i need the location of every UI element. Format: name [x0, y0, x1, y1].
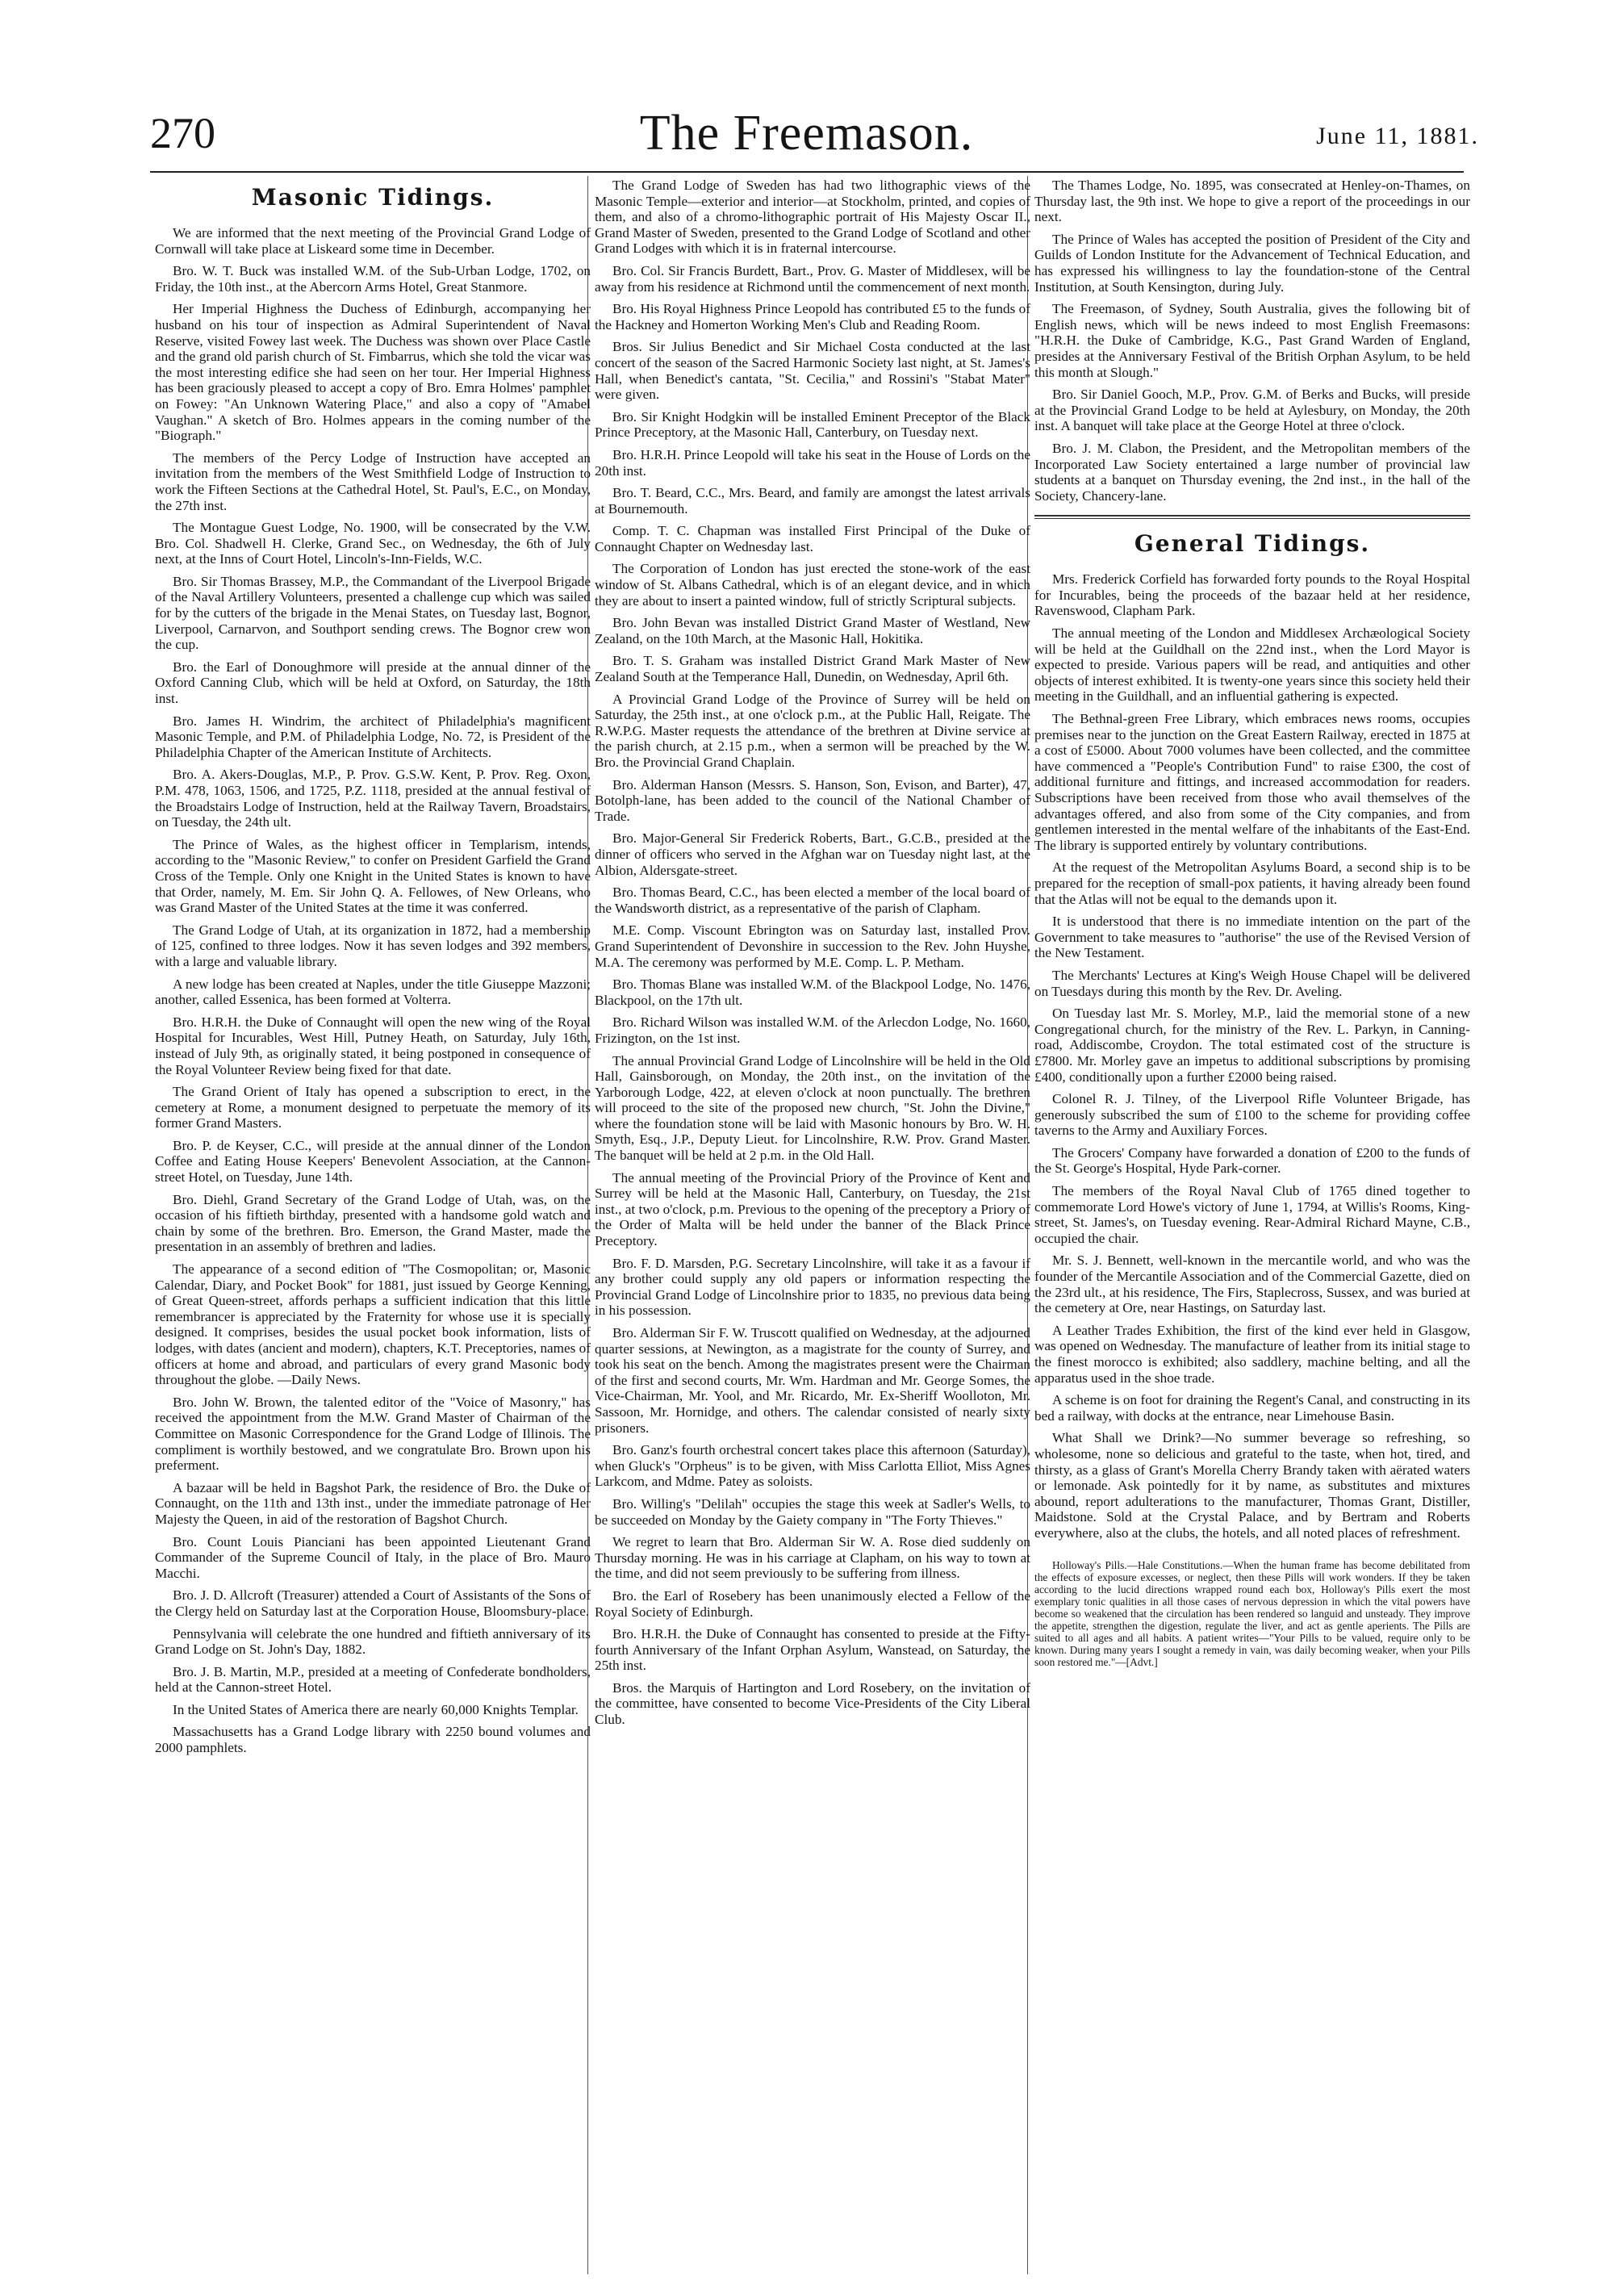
- article-paragraph: The Bethnal-green Free Library, which embraces news rooms, occupies premises near to the junction on the Great Eastern Railway, erected in 1875 at a cost of £5000. About 7000 volumes have been collected, and the committee have commenced a "People's Contribution Fund" to raise £300, the cost of additional furniture and fittings, and increased accommodation for readers. Subscriptions have been received from those who avail themselves of the advantages offered, and also from some of the City companies, and from gentlemen interested in the mental welfare of the inhabitants of the East-End. The library is supported entirely by voluntary contributions.: [1034, 711, 1470, 853]
- article-paragraph: Bro. P. de Keyser, C.C., will preside at the annual dinner of the London Coffee and Eating House Keepers' Benevolent Association, at the Cannon-street Hotel, on Tuesday, June 14th.: [155, 1137, 591, 1186]
- article-paragraph: What Shall we Drink?—No summer beverage so refreshing, so wholesome, none so delicious and grateful to the taste, when hot, tired, and thirsty, as a glass of Grant's Morella Cherry Brandy taken with aërated waters or lemonade. Ask pointedly for it by name, as substitutes and mixtures abound, report adulterations to the manufacturer, Thomas Grant, Distiller, Maidstone. Sold at the Crystal Palace, and by Bertram and Roberts everywhere, also at the clubs, the hotels, and all noted places of refreshment.: [1034, 1430, 1470, 1541]
- article-paragraph: The annual meeting of the London and Middlesex Archæological Society will be held at the Guildhall on the 22nd inst., when the Lord Mayor is expected to preside. Various papers will be read, and antiquities and other objects of interest exhibited. It is twenty-one years since this society held their meeting in the Guildhall, and an influential gathering is expected.: [1034, 625, 1470, 705]
- article-paragraph: The Grand Orient of Italy has opened a subscription to erect, in the cemetery at Rome, a monument designed to perpetuate the memory of its former Grand Masters.: [155, 1084, 591, 1131]
- article-paragraph: Bro. J. D. Allcroft (Treasurer) attended a Court of Assistants of the Sons of the Clergy held on Saturday last at the Corporation House, Bloomsbury-place.: [155, 1587, 591, 1619]
- article-paragraph: Bro. T. S. Graham was installed District Grand Mark Master of New Zealand South at the Temperance Hall, Dunedin, on Wednesday, April 6th.: [595, 653, 1030, 685]
- article-paragraph: At the request of the Metropolitan Asylums Board, a second ship is to be prepared for the reception of small-pox patients, it having already been found that the Atlas will not be equal to the demands upon it.: [1034, 859, 1470, 907]
- article-paragraph: The Corporation of London has just erected the stone-work of the east window of St. Albans Cathedral, which is of an elegant device, and in which they are about to insert a painted window, full of strictly Scriptural subjects.: [595, 561, 1030, 609]
- article-paragraph: Bro. A. Akers-Douglas, M.P., P. Prov. G.S.W. Kent, P. Prov. Reg. Oxon, P.M. 478, 1063, 1506, and 1725, P.Z. 1118, presided at the annual festival of the Broadstairs Lodge of Instruction, held at the Railway Tavern, Broadstairs, on Tuesday, the 24th ult.: [155, 767, 591, 830]
- article-paragraph: The Freemason, of Sydney, South Australia, gives the following bit of English news, which will be news indeed to most English Freemasons: "H.R.H. the Duke of Cambridge, K.G., Past Grand Warden of England, presides at the Anniversary Festival of the British Orphan Asylum, to be held this month at Slough.": [1034, 301, 1470, 380]
- article-paragraph: Bro. H.R.H. the Duke of Connaught will open the new wing of the Royal Hospital for Incurables, West Hill, Putney Heath, on Saturday, July 16th, instead of July 9th, as originally stated, it being postponed in consequence of the Royal Volunteer Review being fixed for that date.: [155, 1014, 591, 1077]
- article-paragraph: The annual meeting of the Provincial Priory of the Province of Kent and Surrey will be held at the Masonic Hall, Canterbury, on Tuesday, the 21st inst., at two o'clock, p.m. Previous to the opening of the preceptory a Priory of the Order of Malta will be held under the banner of the Black Prince Preceptory.: [595, 1169, 1030, 1249]
- issue-date: June 11, 1881.: [1316, 123, 1479, 149]
- section-rule: [1034, 515, 1470, 516]
- article-paragraph: Bro. His Royal Highness Prince Leopold has contributed £5 to the funds of the Hackney and Homerton Working Men's Club and Reading Room.: [595, 301, 1030, 332]
- article-paragraph: Bro. F. D. Marsden, P.G. Secretary Lincolnshire, will take it as a favour if any brother could supply any old papers or information respecting the Provincial Grand Lodge of Lincolnshire prior to 1835, no previous data being in his possession.: [595, 1255, 1030, 1319]
- article-paragraph: The Grand Lodge of Sweden has had two lithographic views of the Masonic Temple—exterior and interior—at Stockholm, printed, and copies of them, and also of a chromo-lithographic portrait of His Majesty Oscar II., Grand Master of Sweden, presented to the Grand Lodge of Scotland and other Grand Lodges with which it is in fraternal intercourse.: [595, 178, 1030, 257]
- article-paragraph: Mrs. Frederick Corfield has forwarded forty pounds to the Royal Hospital for Incurables, being the proceeds of the bazaar held at her residence, Ravenswood, Clapham Park.: [1034, 571, 1470, 619]
- article-paragraph: Bro. Ganz's fourth orchestral concert takes place this afternoon (Saturday), when Gluck's "Orpheus" is to be given, with Miss Carlotta Elliot, Miss Agnes Larkcom, and Mdme. Patey as soloists.: [595, 1442, 1030, 1490]
- article-paragraph: We are informed that the next meeting of the Provincial Grand Lodge of Cornwall will take place at Liskeard some time in December.: [155, 225, 591, 257]
- article-paragraph: The members of the Percy Lodge of Instruction have accepted an invitation from the members of the West Smithfield Lodge of Instruction to work the Fifteen Sections at the Cathedral Hotel, St. Paul's, E.C., on Monday, the 27th inst.: [155, 450, 591, 513]
- article-paragraph: Bro. T. Beard, C.C., Mrs. Beard, and family are amongst the latest arrivals at Bournemouth.: [595, 485, 1030, 516]
- article-paragraph: The annual Provincial Grand Lodge of Lincolnshire will be held in the Old Hall, Gainsborough, on Monday, the 20th inst., on the invitation of the Yarborough Lodge, 422, at eleven o'clock at noon punctually. The brethren will proceed to the site of the proposed new church, "St. John the Divine," where the foundation stone will be laid with Masonic honours by Bro. W. H. Smyth, Esq., J.P., Deputy Lieut. for Lincolnshire, R.W. Prov. Grand Master. The banquet will be held at 2 p.m. in the Old Hall.: [595, 1052, 1030, 1164]
- article-paragraph: In the United States of America there are nearly 60,000 Knights Templar.: [173, 1701, 579, 1717]
- column-2: [595, 178, 1030, 1734]
- article-paragraph: Bro. James H. Windrim, the architect of Philadelphia's magnificent Masonic Temple, and P.M. of Philadelphia Lodge, No. 72, is President of the Philadelphia Chapter of the American Institute of Architects.: [155, 713, 591, 760]
- article-paragraph: The appearance of a second edition of "The Cosmopolitan; or, Masonic Calendar, Diary, and Pocket Book" for 1881, just issued by George Kenning, of Great Queen-street, affords perhaps a sufficient indication that this little remembrancer is appreciated by the Fraternity for whose use it is specially designed. It comprises, besides the usual pocket book information, lists of lodges, with dates (ancient and modern), chapters, K.T. Preceptories, names of officers at home and abroad, and particulars of every grand Masonic body throughout the globe. —Daily News.: [155, 1261, 591, 1388]
- article-paragraph: Bro. Richard Wilson was installed W.M. of the Arlecdon Lodge, No. 1660, Frizington, on the 1st inst.: [595, 1014, 1030, 1046]
- article-paragraph: Bro. H.R.H. the Duke of Connaught has consented to preside at the Fifty-fourth Anniversary of the Infant Orphan Asylum, Wanstead, on Saturday, the 25th inst.: [595, 1626, 1030, 1674]
- article-paragraph: Bro. John Bevan was installed District Grand Master of Westland, New Zealand, on the 10th March, at the Masonic Hall, Hokitika.: [595, 615, 1030, 646]
- article-paragraph: Bro. Thomas Blane was installed W.M. of the Blackpool Lodge, No. 1476, Blackpool, on the 17th ult.: [595, 977, 1030, 1008]
- masthead-rule: [150, 171, 1464, 173]
- article-paragraph: A bazaar will be held in Bagshot Park, the residence of Bro. the Duke of Connaught, on the 11th and 13th inst., under the immediate patronage of Her Majesty the Queen, in aid of the restoration of Bagshot Church.: [155, 1479, 591, 1527]
- article-paragraph: Her Imperial Highness the Duchess of Edinburgh, accompanying her husband on his tour of inspection as Admiral Superintendent of Naval Reserve, visited Fowey last week. The Duchess was shown over Place Castle and the grand old parish church of St. Fimbarrus, which she told the vicar was the most interesting edifice she had seen on her tour. Her Imperial Highness has been graciously pleased to accept a copy of Bro. Emra Holmes' pamphlet on Fowey: "An Unknown Watering Place," and also a copy of "Amabel Vaughan." A sketch of Bro. Holmes appears in the coming number of the "Biograph.": [155, 301, 591, 444]
- paper-title: The Freemason.: [639, 106, 974, 161]
- article-paragraph: Bro. the Earl of Donoughmore will preside at the annual dinner of the Oxford Canning Club, which will be held at Oxford, on Saturday, the 18th inst.: [155, 659, 591, 707]
- article-paragraph: The Prince of Wales has accepted the position of President of the City and Guilds of London Institute for the Advancement of Technical Education, and has expressed his willingness to lay the foundation-stone of the Central Institution, at South Kensington, during July.: [1034, 231, 1470, 295]
- article-paragraph: Pennsylvania will celebrate the one hundred and fiftieth anniversary of its Grand Lodge on St. John's Day, 1882.: [155, 1625, 591, 1658]
- article-paragraph: We regret to learn that Bro. Alderman Sir W. A. Rose died suddenly on Thursday morning. He was in his carriage at Clapham, on his way to town at the time, and did not seem previously to be suffering from illness.: [595, 1534, 1030, 1582]
- article-paragraph: Bro. Count Louis Pianciani has been appointed Lieutenant Grand Commander of the Supreme Council of Italy, in the place of Bro. Mauro Macchi.: [155, 1533, 591, 1581]
- article-paragraph: Massachusetts has a Grand Lodge library with 2250 bound volumes and 2000 pamphlets.: [155, 1724, 591, 1756]
- article-paragraph: Bro. Alderman Sir F. W. Truscott qualified on Wednesday, at the adjourned quarter sessions, at Newington, as a magistrate for the county of Surrey, and took his seat on the bench. Among the magistrates present were the Chairman of the first and second courts, Mr. Wm. Hardman and Mr. George Somes, the Vice-Chairman, Mr. Yool, and Mr. Ricardo, Mr. Ex-Sheriff Woolloton, Mr. Sassoon, Mr. Hornidge, and others. The calendar consisted of nearly sixty prisoners.: [595, 1325, 1030, 1436]
- article-paragraph: A scheme is on foot for draining the Regent's Canal, and constructing in its bed a railway, with docks at the entrance, near Limehouse Basin.: [1034, 1392, 1470, 1424]
- article-paragraph: Bro. Col. Sir Francis Burdett, Bart., Prov. G. Master of Middlesex, will be away from his residence at Richmond until the commencement of next month.: [595, 262, 1030, 295]
- article-paragraph: Bro. John W. Brown, the talented editor of the "Voice of Masonry," has received the appointment from the M.W. Grand Master of Chairman of the Committee on Masonic Correspondence for the Grand Lodge of Illinois. The compliment is worthily bestowed, and we congratulate Bro. Brown upon his preferment.: [155, 1394, 591, 1474]
- article-paragraph: The Merchants' Lectures at King's Weigh House Chapel will be delivered on Tuesdays during this month by the Rev. Dr. Aveling.: [1034, 967, 1470, 999]
- article-paragraph: Bro. Sir Knight Hodgkin will be installed Eminent Preceptor of the Black Prince Preceptory, at the Masonic Hall, Canterbury, on Tuesday next.: [595, 408, 1030, 441]
- article-paragraph: Bros. the Marquis of Hartington and Lord Rosebery, on the invitation of the committee, have consented to become Vice-Presidents of the City Liberal Club.: [595, 1679, 1030, 1728]
- article-paragraph: The Montague Guest Lodge, No. 1900, will be consecrated by the V.W. Bro. Col. Shadwell H. Clerke, Grand Sec., on Wednesday, the 6th of July next, at the Inns of Court Hotel, Lincoln's-Inn-Fields, W.C.: [155, 520, 591, 567]
- article-paragraph: Bro. Sir Daniel Gooch, M.P., Prov. G.M. of Berks and Bucks, will preside at the Provincial Grand Lodge to be held at Aylesbury, on Monday, the 20th inst. A banquet will take place at the George Hotel at three o'clock.: [1034, 387, 1470, 434]
- article-paragraph: Bro. J. M. Clabon, the President, and the Metropolitan members of the Incorporated Law Society entertained a large number of provincial law students at a banquet on Thursday evening, the 2nd inst., in the hall of the Society, Chancery-lane.: [1034, 440, 1470, 504]
- article-paragraph: Bro. W. T. Buck was installed W.M. of the Sub-Urban Lodge, 1702, on Friday, the 10th inst., at the Abercorn Arms Hotel, Great Stanmore.: [155, 263, 591, 295]
- article-paragraph: It is understood that there is no immediate intention on the part of the Government to take measures to "authorise" the use of the Revised Version of the New Testament.: [1034, 914, 1470, 961]
- article-paragraph: Bro. the Earl of Rosebery has been unanimously elected a Fellow of the Royal Society of Edinburgh.: [595, 1587, 1030, 1620]
- article-paragraph: Bro. Thomas Beard, C.C., has been elected a member of the local board of the Wandsworth district, as a representative of the parish of Clapham.: [595, 885, 1030, 916]
- article-paragraph: M.E. Comp. Viscount Ebrington was on Saturday last, installed Prov. Grand Superintendent of Devonshire in succession to the Rev. John Huyshe, M.A. The ceremony was performed by M.E. Comp. L. P. Metham.: [595, 922, 1030, 970]
- article-paragraph: Mr. S. J. Bennett, well-known in the mercantile world, and who was the founder of the Mercantile Association and of the Commercial Gazette, died on the 23rd ult., at his residence, The Firs, Staplecross, Sussex, and was buried at the cemetery at Ore, near Hastings, on Saturday last.: [1034, 1253, 1470, 1316]
- article-paragraph: Comp. T. C. Chapman was installed First Principal of the Duke of Connaught Chapter on Wednesday last.: [595, 523, 1030, 554]
- page-number: 270: [150, 109, 215, 157]
- article-paragraph: Bro. Major-General Sir Frederick Roberts, Bart., G.C.B., presided at the dinner of officers who served in the Afghan war on Tuesday night last, at the Albion, Aldersgate-street.: [595, 830, 1030, 878]
- section-rule: [1034, 518, 1470, 519]
- article-paragraph: A Leather Trades Exhibition, the first of the kind ever held in Glasgow, was opened on Wednesday. The manufacture of leather from its initial stage to the finest morocco is exhibited; also saddlery, machine belting, and all the apparatus used in the shoe trade.: [1034, 1322, 1470, 1386]
- article-paragraph: Bros. Sir Julius Benedict and Sir Michael Costa conducted at the last concert of the season of the Sacred Harmonic Society last night, at St. James's Hall, when Benedict's cantata, "St. Cecilia," and Rossini's "Stabat Mater" were given.: [595, 339, 1030, 403]
- general-tidings-heading: General Tidings.: [1134, 530, 1371, 558]
- column-1: [155, 178, 591, 1763]
- advertisement: Holloway's Pills.—Hale Constitutions.—When the human frame has become debilitated from the effects of exposure excesses, or neglect, then these Pills will work wonders. If they be taken according to the lucid directions wrapped round each box, Holloway's Pills exert the most exemplary tonic qualities in all those cases of nervous depression in which the vital powers have become so weakened that the circulation has been rendered so languid and unsteady. They improve the appetite, strengthen the digestion, regulate the liver, and act as gentle aperients. The Pills are suited to all ages and all habits. A patient writes—"Your Pills to be valued, require only to be known. During many years I sought a remedy in vain, was daily becoming weaker, when your Pills soon restored me."—[Advt.]: [1034, 1558, 1470, 1668]
- masonic-tidings-heading: Masonic Tidings.: [251, 184, 495, 211]
- article-paragraph: A Provincial Grand Lodge of the Province of Surrey will be held on Saturday, the 25th inst., at one o'clock p.m., at the Public Hall, Reigate. The R.W.P.G. Master requests the attendance of the brethren at Divine service at the parish church, at 2.15 p.m., when a sermon will be preached by the W. Bro. the Provincial Grand Chaplain.: [595, 691, 1030, 770]
- article-paragraph: Bro. J. B. Martin, M.P., presided at a meeting of Confederate bondholders, held at the Cannon-street Hotel.: [155, 1663, 591, 1696]
- article-paragraph: Bro. H.R.H. Prince Leopold will take his seat in the House of Lords on the 20th inst.: [595, 446, 1030, 479]
- article-paragraph: The Grocers' Company have forwarded a donation of £200 to the funds of the St. George's Hospital, Hyde Park-corner.: [1034, 1144, 1470, 1177]
- article-paragraph: Bro. Diehl, Grand Secretary of the Grand Lodge of Utah, was, on the occasion of his fiftieth birthday, presented with a handsome gold watch and chain by some of the brethren. Bro. Emerson, the Grand Master, made the presentation in an assembly of brethren and ladies.: [155, 1191, 591, 1255]
- article-paragraph: Bro. Willing's "Delilah" occupies the stage this week at Sadler's Wells, to be succeeded on Monday by the Gaiety company in "The Forty Thieves.": [595, 1495, 1030, 1528]
- article-paragraph: The Grand Lodge of Utah, at its organization in 1872, had a membership of 125, confined to three lodges. Now it has seven lodges and 392 members, with a large and valuable library.: [155, 922, 591, 969]
- article-paragraph: Colonel R. J. Tilney, of the Liverpool Rifle Volunteer Brigade, has generously subscribed the sum of £100 to the scheme for providing coffee taverns to the Army and Auxiliary Forces.: [1034, 1091, 1470, 1139]
- column-3: [1034, 178, 1470, 1679]
- article-paragraph: The members of the Royal Naval Club of 1765 dined together to commemorate Lord Howe's victory of June 1, 1794, at Willis's Rooms, King-street, St. James's, on Tuesday evening. Rear-Admiral Richard Mayne, C.B., occupied the chair.: [1034, 1183, 1470, 1246]
- article-paragraph: A new lodge has been created at Naples, under the title Giuseppe Mazzoni; another, called Essenica, has been formed at Volterra.: [155, 976, 591, 1008]
- article-paragraph: The Thames Lodge, No. 1895, was consecrated at Henley-on-Thames, on Thursday last, the 9th inst. We hope to give a report of the proceedings in our next.: [1034, 178, 1470, 225]
- article-paragraph: The Prince of Wales, as the highest officer in Templarism, intends, according to the "Masonic Review," to confer on President Garfield the Grand Cross of the Temple. Only one Knight in the United States is known to have that Order, namely, M. Em. Sir John Q. A. Fellowes, of New Orleans, who was Grand Master of the United States at the time it was conferred.: [155, 836, 591, 916]
- masthead: [0, 105, 1613, 169]
- article-paragraph: Bro. Alderman Hanson (Messrs. S. Hanson, Son, Evison, and Barter), 47, Botolph-lane, has been added to the council of the National Chamber of Trade.: [595, 776, 1030, 824]
- article-paragraph: On Tuesday last Mr. S. Morley, M.P., laid the memorial stone of a new Congregational church, for the ministry of the Rev. L. Parkyn, in Canning-road, Addiscombe, Croydon. The total estimated cost of the structure is £7800. Mr. Morley gave an impetus to additional subscriptions by promising £400, conditionally upon a further £2000 being raised.: [1034, 1006, 1470, 1085]
- article-paragraph: Bro. Sir Thomas Brassey, M.P., the Commandant of the Liverpool Brigade of the Naval Artillery Volunteers, presented a challenge cup which was sailed for by the cutters of the brigade in the Menai States, on Tuesday last, Bognor, Liverpool, Carnarvon, and Southport sending crews. The Bognor crew won the cup.: [155, 573, 591, 653]
